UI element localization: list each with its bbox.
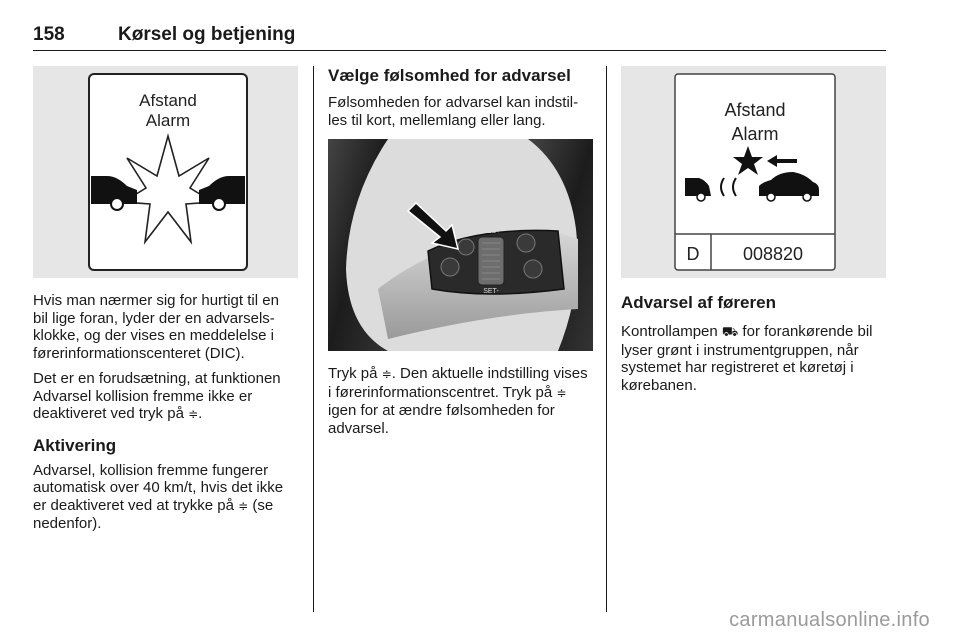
collision-alert-figure bbox=[33, 66, 298, 278]
column-right bbox=[621, 66, 886, 402]
paragraph-warning-chime: Hvis man nærmer sig for hurtigt til en bil lige foran, lyder der en advarsels-klokke, og der vises en meddelelse i førerinformationscenteret (DIC). bbox=[33, 292, 279, 362]
odometer-readout: 008820 bbox=[742, 244, 804, 264]
column-divider-2 bbox=[606, 66, 607, 612]
gear-indicator: D bbox=[686, 244, 700, 264]
paragraph-prerequisite: Det er en forudsætning, at funktionen Advarsel kollision fremme ikke er deaktiveret ved tryk på ≑. bbox=[33, 370, 281, 422]
steering-wheel-figure bbox=[328, 139, 593, 351]
dic-title-line2: Alarm bbox=[731, 124, 779, 144]
sensitivity-button-icon: ≑ bbox=[556, 385, 567, 400]
sensitivity-button-icon: ≑ bbox=[188, 407, 199, 421]
set-label: SET- bbox=[483, 288, 499, 295]
collision-alert-button[interactable] bbox=[458, 239, 474, 255]
cancel-button[interactable] bbox=[517, 234, 535, 252]
res-label: RES+ bbox=[481, 228, 501, 235]
watermark: carmanualsonline.info bbox=[729, 609, 930, 631]
header-rule bbox=[33, 50, 886, 51]
vehicle-ahead-icon: ⛟ bbox=[721, 325, 739, 340]
alert-title-line2: Alarm bbox=[145, 111, 191, 130]
column-divider-1 bbox=[313, 66, 314, 612]
page-header bbox=[33, 24, 886, 50]
page-number: 158 bbox=[33, 24, 65, 45]
paragraph-press-button: Tryk på ≑. Den aktuelle indstilling vises i førerinformationscentret. Tryk på ≑ igen for at ændre følsomheden for advarsel. bbox=[328, 365, 588, 437]
sensitivity-button-icon: ≑ bbox=[238, 498, 249, 513]
column-left bbox=[33, 66, 298, 541]
heading-driver-warning: Advarsel af føreren bbox=[621, 293, 776, 312]
steering-wheel-illustration bbox=[328, 139, 593, 351]
sensitivity-button-icon: ≑ bbox=[381, 367, 392, 381]
paragraph-sensitivity: Følsomheden for advarsel kan indstil-les til kort, mellemlang eller lang. bbox=[328, 94, 579, 129]
limiter-button[interactable] bbox=[524, 260, 542, 278]
dic-title-line1: Afstand bbox=[724, 100, 786, 120]
collision-alert-illustration bbox=[33, 66, 298, 278]
heading-sensitivity: Vælge følsomhed for advarsel bbox=[328, 66, 571, 85]
alert-title-line1: Afstand bbox=[139, 91, 197, 110]
dic-display-illustration bbox=[621, 66, 886, 278]
dic-display-figure bbox=[621, 66, 886, 278]
column-middle bbox=[328, 66, 593, 445]
paragraph-indicator-lamp: Kontrollampen ⛟ for forankørende bil lyser grønt i instrumentgruppen, når systemet har registreret et køretøj i kørebanen. bbox=[621, 323, 873, 394]
paragraph-activation: Advarsel, kollision fremme fungerer automatisk over 40 km/t, hvis det ikke er deaktiveret ved at trykke på ≑ (se nedenfor). bbox=[33, 461, 284, 532]
cruise-button[interactable] bbox=[441, 258, 459, 276]
heading-activation: Aktivering bbox=[33, 435, 117, 455]
chapter-title: Kørsel og betjening bbox=[118, 24, 296, 45]
